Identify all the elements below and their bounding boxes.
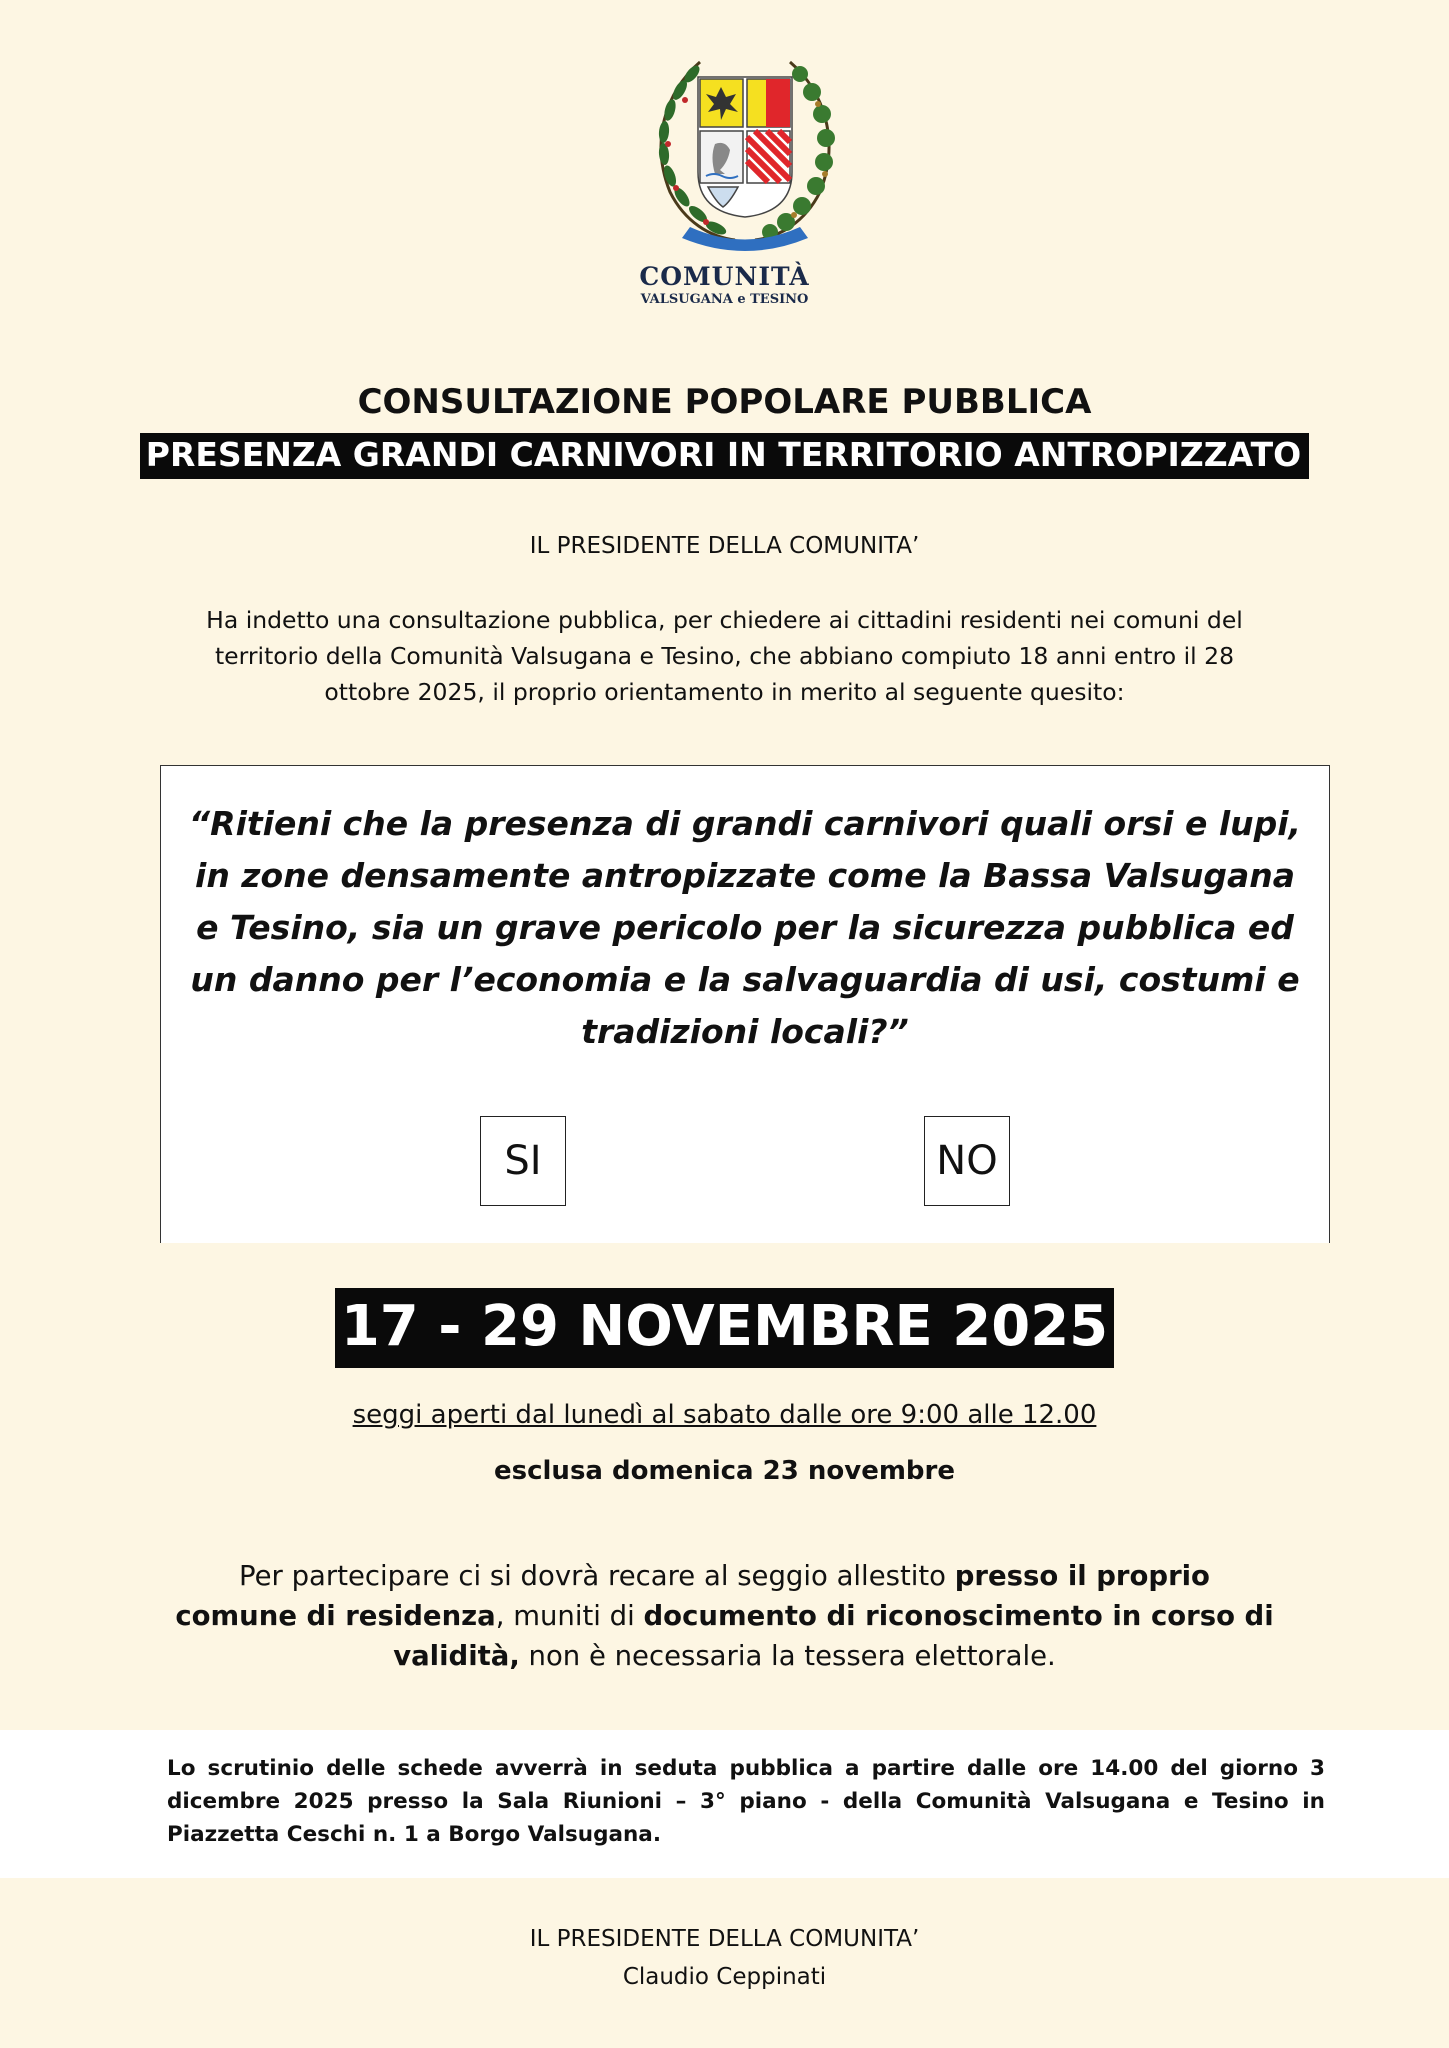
org-subtitle: VALSUGANA e TESINO [640,292,809,307]
voting-dates: 17 - 29 NOVEMBRE 2025 [335,1288,1114,1368]
subtitle-banner [0,433,1449,479]
participation-text-2: , muniti di [495,1600,644,1632]
page-title: CONSULTAZIONE POPOLARE PUBBLICA [357,382,1092,422]
org-name: COMUNITÀ [639,262,810,291]
counting-section [0,1730,1449,1878]
participation-bold-2: documento di riconoscimento in corso di validità, [393,1600,1274,1672]
polling-hours: seggi aperti dal lunedì al sabato dalle ore 9:00 alle 12.00 [352,1400,1097,1430]
intro-text: Ha indetto una consultazione pubblica, per chiedere ai cittadini residenti nei comuni del territorio della Comunità Valsugana e Tesino, che abbiano compiuto 18 anni entro il 28 ottobre 2025, il proprio orientamento in merito al seguente quesito: [206,606,1243,706]
coat-of-arms-logo [630,52,860,252]
signature-name: Claudio Ceppinati [622,1964,827,1990]
page-subtitle: PRESENZA GRANDI CARNIVORI IN TERRITORIO ANTROPIZZATO [140,433,1309,479]
excluded-day: esclusa domenica 23 novembre [494,1456,955,1486]
participation-text-3: non è necessaria la tessera elettorale. [519,1640,1056,1672]
participation-text-1: Per partecipare ci si dovrà recare al seggio allestito [239,1560,955,1592]
signature-title: IL PRESIDENTE DELLA COMUNITA’ [529,1926,920,1952]
counting-info: Lo scrutinio delle schede avverrà in seduta pubblica a partire dalle ore 14.00 del giorno 3 dicembre 2025 presso la Sala Riunioni – 3° piano - della Comunità Valsugana e Tesino in Piazzetta Ceschi n. 1 a Borgo Valsugana. [167,1756,1325,1847]
vote-no-label: NO [936,1138,998,1184]
question-box [160,765,1330,1243]
vote-yes-label: SI [504,1138,542,1184]
red-stripes [747,131,790,183]
participation-info [175,1556,1274,1676]
vote-no-box [924,1116,1010,1206]
ribbon [682,227,808,251]
participation-bold-1: presso il proprio comune di residenza [175,1560,1210,1632]
referendum-question: “Ritieni che la presenza di grandi carnivori quali orsi e lupi, in zone densamente antropizzate come la Bassa Valsugana e Tesino, sia un grave pericolo per la sicurezza pubblica ed un danno per l’economia e la salvaguardia di usi, costumi e tradizioni locali?” [188,804,1302,1051]
vote-yes-box [480,1116,566,1206]
dates-banner [0,1288,1449,1368]
president-heading: IL PRESIDENTE DELLA COMUNITA’ [529,533,920,559]
